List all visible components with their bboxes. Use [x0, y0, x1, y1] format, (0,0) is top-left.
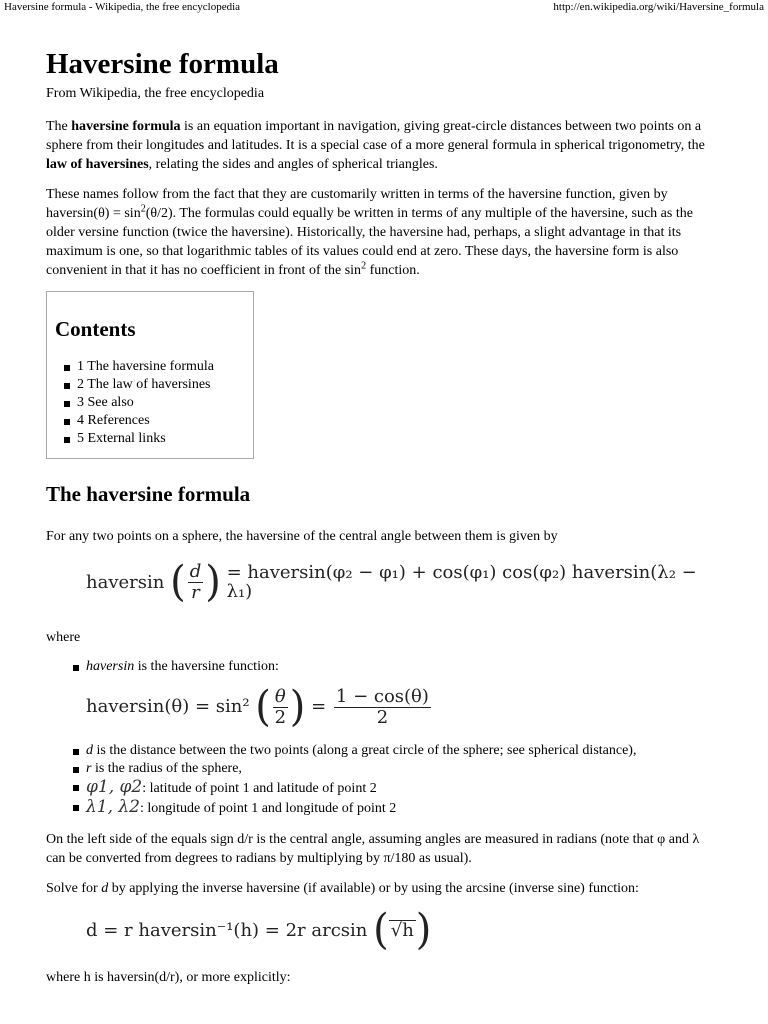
toc-item[interactable]: 5 External links [77, 430, 253, 448]
list-item: d is the distance between the two points (along a great circle of the sphere; see spherical distance), [86, 742, 722, 760]
page-url[interactable]: http://en.wikipedia.org/wiki/Haversine_formula [553, 1, 764, 13]
section-paragraph-2: On the left side of the equals sign d/r is the central angle, assuming angles are measured in radians (note that φ and λ can be converted from degrees to radians by multiplying by π/180 as usual). [46, 832, 700, 866]
list-item: r is the radius of the sphere, [86, 760, 722, 778]
list-item: λ1, λ2: longitude of point 1 and longitude of point 2 [86, 798, 722, 818]
page-title: Haversine formula [46, 48, 279, 80]
intro-paragraph-2: These names follow from the fact that they are customarily written in terms of the haversine function, given by haversin(θ) = $\sin^2(\theta/2)$. The formulas could equally be written in terms of any multiple of the haversine, such as the older versine function (twice the haversine). Historically, the haversine had, perhaps, a slight advantage in that its maximum is one, so that logarithmic tables of its values could end at zero. These days, the haversine form is also convenient in that it has no coefficient in front of the $\sin^2$ function. [46, 187, 693, 278]
list-item: haversin is the haversine function: haversin(θ) = sin² ( $\frac{\theta}{2}$ ) = $\frac{1 - \cos(\theta)}{2}$ [86, 658, 722, 732]
tab-title: Haversine formula - Wikipedia, the free encyclopedia [4, 1, 241, 13]
where-label: where [46, 630, 81, 645]
section-paragraph-1: For any two points on a sphere, the haversine of the central angle between them is given by [46, 529, 558, 544]
browser-header [0, 0, 768, 16]
law-of-haversines-link[interactable]: law of haversines [46, 157, 149, 172]
page-subtitle: From Wikipedia, the free encyclopedia [46, 86, 265, 101]
haversine-formula-equation: haversin ( $\frac{d}{r}$ ) = haversin(φ₂ − φ₁) + cos(φ₁) cos(φ₂) haversin(λ₂ − λ₁) [86, 557, 697, 607]
intro-paragraph-1: The haversine formula is an equation important in navigation, giving great-circle distances between two points on a sphere from their longitudes and latitudes. It is a special case of a more general formula in spherical trigonometry, the law of haversines, relating the sides and angles of spherical triangles. [46, 119, 705, 172]
variable-list [46, 658, 722, 818]
bold-haversine-formula: haversine formula [71, 119, 181, 134]
toc-item[interactable]: 1 The haversine formula [77, 358, 253, 376]
toc-item[interactable]: 4 References [77, 412, 253, 430]
section-heading-haversine-formula: The haversine formula [46, 482, 251, 506]
toc-item[interactable]: 2 The law of haversines [77, 376, 253, 394]
section-paragraph-4: where h is haversin(d/r), or more explicitly: [46, 970, 291, 985]
section-paragraph-3: Solve for d by applying the inverse haversine (if available) or by using the arcsine (inverse sine) function: [46, 881, 639, 896]
haversin-definition-equation: haversin(θ) = sin² ( $\frac{\theta}{2}$ ) = $\frac{1 - \cos(\theta)}{2}$ [86, 682, 429, 732]
inverse-haversine-equation: d = r haversin⁻¹(h) = 2r arcsin ( √h ) [86, 905, 432, 955]
article [46, 46, 722, 998]
toc-title: Contents [55, 317, 136, 341]
toc-list [55, 358, 253, 448]
toc-item[interactable]: 3 See also [77, 394, 253, 412]
list-item: φ1, φ2: latitude of point 1 and latitude of point 2 [86, 778, 722, 798]
table-of-contents [46, 291, 254, 459]
